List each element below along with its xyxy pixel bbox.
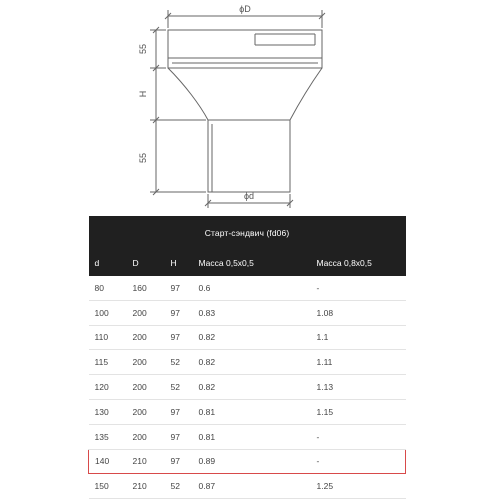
cell-d: 150 [89,474,127,499]
spec-table [88,216,406,499]
cell-H: 52 [165,474,193,499]
cell-D: 200 [127,399,165,424]
top-cylinder-outline [168,30,322,68]
cell-H: 97 [165,325,193,350]
cell-mass-05: 0.82 [193,375,311,400]
cell-D: 210 [127,449,165,474]
cell-D: 200 [127,350,165,375]
cell-D: 160 [127,276,165,300]
cell-mass-05: 0.82 [193,325,311,350]
cell-d: 135 [89,424,127,449]
table-row [89,375,406,400]
dim-bottom-label: 55 [138,152,148,164]
cell-mass-08: 1.11 [311,350,406,375]
table-row [89,399,406,424]
cell-D: 200 [127,300,165,325]
cell-H: 97 [165,449,193,474]
cell-D: 200 [127,375,165,400]
cell-d: 140 [89,449,127,474]
table-row [89,325,406,350]
table-row [89,276,406,300]
cell-H: 97 [165,276,193,300]
cell-H: 52 [165,350,193,375]
table-row [89,474,406,499]
cell-mass-08: 1.13 [311,375,406,400]
cell-H: 97 [165,300,193,325]
cell-D: 210 [127,474,165,499]
cell-d: 110 [89,325,127,350]
table-row [89,350,406,375]
dim-top-label: 55 [138,43,148,55]
dim-mid-label: H [138,90,148,98]
column-header-H: H [165,250,193,276]
table-row [89,300,406,325]
cell-d: 100 [89,300,127,325]
cell-mass-08: 1.15 [311,399,406,424]
cell-d: 130 [89,399,127,424]
cell-D: 200 [127,325,165,350]
cell-mass-05: 0.83 [193,300,311,325]
table-header-row [89,250,406,276]
cell-mass-08: - [311,424,406,449]
cell-H: 97 [165,424,193,449]
dim-inner-label: ϕd [243,191,255,201]
technical-drawing [0,0,500,215]
cell-mass-05: 0.81 [193,424,311,449]
cell-d: 80 [89,276,127,300]
cell-mass-05: 0.6 [193,276,311,300]
column-header-d: d [89,250,127,276]
bottom-cylinder-outline [208,120,290,192]
cell-mass-08: 1.25 [311,474,406,499]
cell-mass-05: 0.82 [193,350,311,375]
column-header-mass-08: Масса 0,8x0,5 [311,250,406,276]
table-row-highlighted [89,449,406,474]
table-title: Старт-сэндвич (fd06) [89,216,406,250]
cell-mass-08: 1.1 [311,325,406,350]
cell-mass-08: - [311,276,406,300]
cell-H: 97 [165,399,193,424]
cell-mass-08: - [311,449,406,474]
cell-mass-05: 0.89 [193,449,311,474]
table-row [89,424,406,449]
column-header-D: D [127,250,165,276]
cell-mass-08: 1.08 [311,300,406,325]
dim-outer-label: ϕD [239,4,251,14]
cell-mass-05: 0.81 [193,399,311,424]
drawing-svg [0,0,500,215]
cell-D: 200 [127,424,165,449]
cone-outline [168,68,322,120]
cell-H: 52 [165,375,193,400]
cell-d: 120 [89,375,127,400]
cell-mass-05: 0.87 [193,474,311,499]
table-body [89,276,406,499]
spec-table-container [88,216,405,499]
cell-d: 115 [89,350,127,375]
column-header-mass-05: Масса 0,5x0,5 [193,250,311,276]
